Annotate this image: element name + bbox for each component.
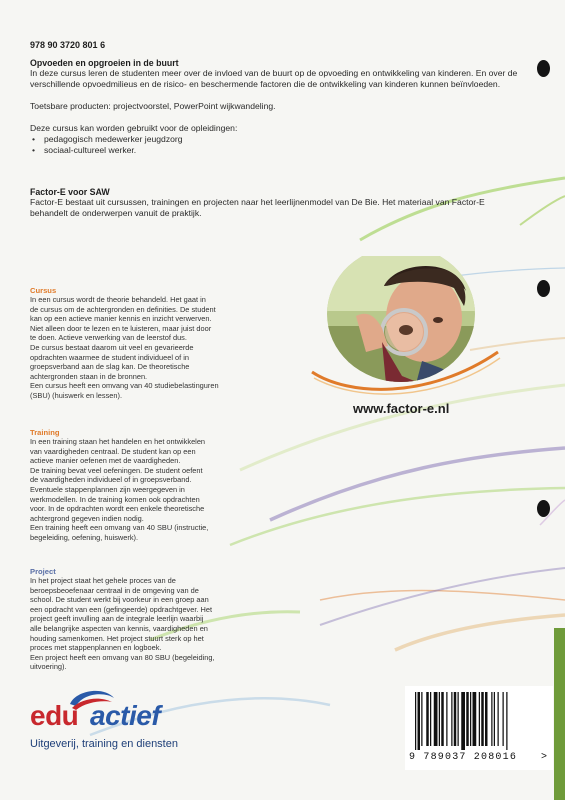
barcode-bar xyxy=(415,692,416,750)
barcode-bar xyxy=(506,692,507,750)
training-line: actieve manier oefenen met de vaardigheden. xyxy=(30,456,181,466)
training-line: achtergrond gegeven indien nodig. xyxy=(30,513,144,523)
project-line: school. De student werkt bij voorkeur in een groep aan xyxy=(30,595,209,605)
project-line: houding samenkomen. Het project stuurt sterk op het xyxy=(30,633,204,643)
project-line: In het project staat het gehele proces van de xyxy=(30,576,176,585)
website-url[interactable]: www.factor-e.nl xyxy=(353,401,450,416)
barcode-bar xyxy=(426,692,429,746)
barcode-bar xyxy=(494,692,495,746)
cursus-line: De cursus bestaat daarom uit veel en gevarieerde xyxy=(30,342,194,352)
cursus-line: te doen. Actieve verwerking van de leerstof dus. xyxy=(30,333,187,343)
barcode-bar xyxy=(503,692,504,746)
training-line: Eventuele stappenplannen zijn weergegeven in xyxy=(30,484,185,494)
barcode-bar xyxy=(479,692,480,746)
cursus-line: Een cursus heeft een omvang van 40 studiebelastinguren xyxy=(30,381,219,391)
training-line: van vaardigheden centraal. De student kan op een xyxy=(30,446,196,456)
barcode-bar xyxy=(441,692,444,746)
project-line: alle belangrijke aspecten van kennis, vaardigheden en xyxy=(30,623,208,633)
cursus-line: de cursus om de achtergronden en definities. De student xyxy=(30,304,216,314)
barcode-bar xyxy=(439,692,440,746)
cursus-line: achtergronden staan in de bronnen. xyxy=(30,371,148,381)
project-section xyxy=(30,567,290,672)
project-line: een opdracht van een (gefingeerde) opdrachtgever. Het xyxy=(30,604,213,614)
binder-hole xyxy=(537,60,550,77)
project-line: uitvoering). xyxy=(30,662,67,672)
training-title: Training xyxy=(30,428,60,437)
cursus-section xyxy=(30,286,290,401)
barcode-bar xyxy=(446,692,447,746)
cursus-line: groepsverband aan de slag kan. De theoretische xyxy=(30,362,190,372)
barcode-bar xyxy=(470,692,471,746)
intro-use-intro: Deze cursus kan worden gebruikt voor de opleidingen: xyxy=(30,123,238,133)
factor-body: Factor-E bestaat uit cursussen, trainingen en projecten naar het leerlijnenmodel van De Bie. Het materiaal van Factor-E behandelt de onderwerpen vanuit de praktijk. xyxy=(30,197,485,218)
cursus-title: Cursus xyxy=(30,286,57,295)
green-edge-strip xyxy=(554,628,565,800)
intro-body: In deze cursus leren de studenten meer over de invloed van de buurt op de opvoeding en ontwikkeling van kinderen. En over de verschillende opvoedmilieus en de risico- en beschermende factoren die de ontwikkeling van kinderen kunnen beïnvloeden. xyxy=(30,68,518,89)
training-line: Een training heeft een omvang van 40 SBU (instructie, xyxy=(30,523,209,533)
project-line: Een project heeft een omvang van 80 SBU (begeleiding, xyxy=(30,652,215,662)
intro-products: Toetsbare producten: projectvoorstel, PowerPoint wijkwandeling. xyxy=(30,101,276,111)
project-line: proces met stappenplannen en logboek. xyxy=(30,643,162,653)
programme-item: • sociaal-cultureel werker. xyxy=(44,145,518,156)
barcode-bar xyxy=(421,692,422,746)
cursus-line: (SBU) (huiswerk en lessen). xyxy=(30,390,123,400)
cursus-line: kan op een actieve manier kennis en inzicht verwerven. xyxy=(30,314,212,324)
project-line: beroepsbeoefenaar centraal in de omgeving van de xyxy=(30,585,199,595)
binder-hole xyxy=(537,500,550,517)
project-line: project geeft invulling aan de integrale leerlijn waarbij xyxy=(30,614,204,624)
programme-list xyxy=(30,134,518,156)
cursus-line: opdrachten waarmee de student individueel of in xyxy=(30,352,190,362)
eduactief-logo xyxy=(30,686,230,756)
barcode-bar xyxy=(451,692,452,746)
barcode-bar xyxy=(430,692,431,746)
programme-item: • pedagogisch medewerker jeugdzorg xyxy=(44,134,518,145)
publisher-tagline: Uitgeverij, training en diensten xyxy=(30,738,178,750)
cursus-line: Niet alleen door te lezen en te luisteren, maar juist door xyxy=(30,323,212,333)
barcode-box xyxy=(405,686,553,770)
barcode-bar xyxy=(491,692,492,746)
barcode-bar xyxy=(498,692,499,746)
training-line: voor. In de opdrachten wordt een enkele theoretische xyxy=(30,504,205,514)
barcode-bar xyxy=(473,692,477,746)
training-line: werkmodellen. In de training komen ook opdrachten xyxy=(30,494,200,504)
factor-section xyxy=(30,187,518,219)
logo-edu: edu xyxy=(30,700,79,731)
barcode-digits: 9 789037 208016 xyxy=(409,752,518,763)
intro-title: Opvoeden en opgroeien in de buurt xyxy=(30,58,179,68)
barcode-bar xyxy=(434,692,438,746)
barcode-bar xyxy=(458,692,459,746)
training-line: de vaardigheden individueel of in groepsverband. xyxy=(30,475,192,485)
training-line: De training bevat veel oefeningen. De student oefent xyxy=(30,465,203,475)
intro-section xyxy=(30,58,518,156)
barcode-bar xyxy=(481,692,484,746)
barcode-bar xyxy=(461,692,465,750)
barcode-bars xyxy=(415,692,545,750)
training-section xyxy=(30,428,290,543)
factor-title: Factor-E voor SAW xyxy=(30,187,110,197)
barcode-bar xyxy=(454,692,457,746)
training-line: begeleiding, oefening, huiswerk). xyxy=(30,532,139,542)
project-title: Project xyxy=(30,567,56,576)
training-line: In een training staan het handelen en het ontwikkelen xyxy=(30,437,206,446)
barcode-arrow: > xyxy=(541,752,548,763)
cursus-line: In een cursus wordt de theorie behandeld. Het gaat in xyxy=(30,295,206,304)
logo-actief: actief xyxy=(90,700,161,731)
barcode-bar xyxy=(466,692,469,746)
barcode-bar xyxy=(485,692,488,746)
barcode-bar xyxy=(418,692,421,750)
isbn-number: 978 90 3720 801 6 xyxy=(30,40,106,50)
binder-hole xyxy=(537,280,550,297)
photo-orange-arc xyxy=(308,350,508,405)
